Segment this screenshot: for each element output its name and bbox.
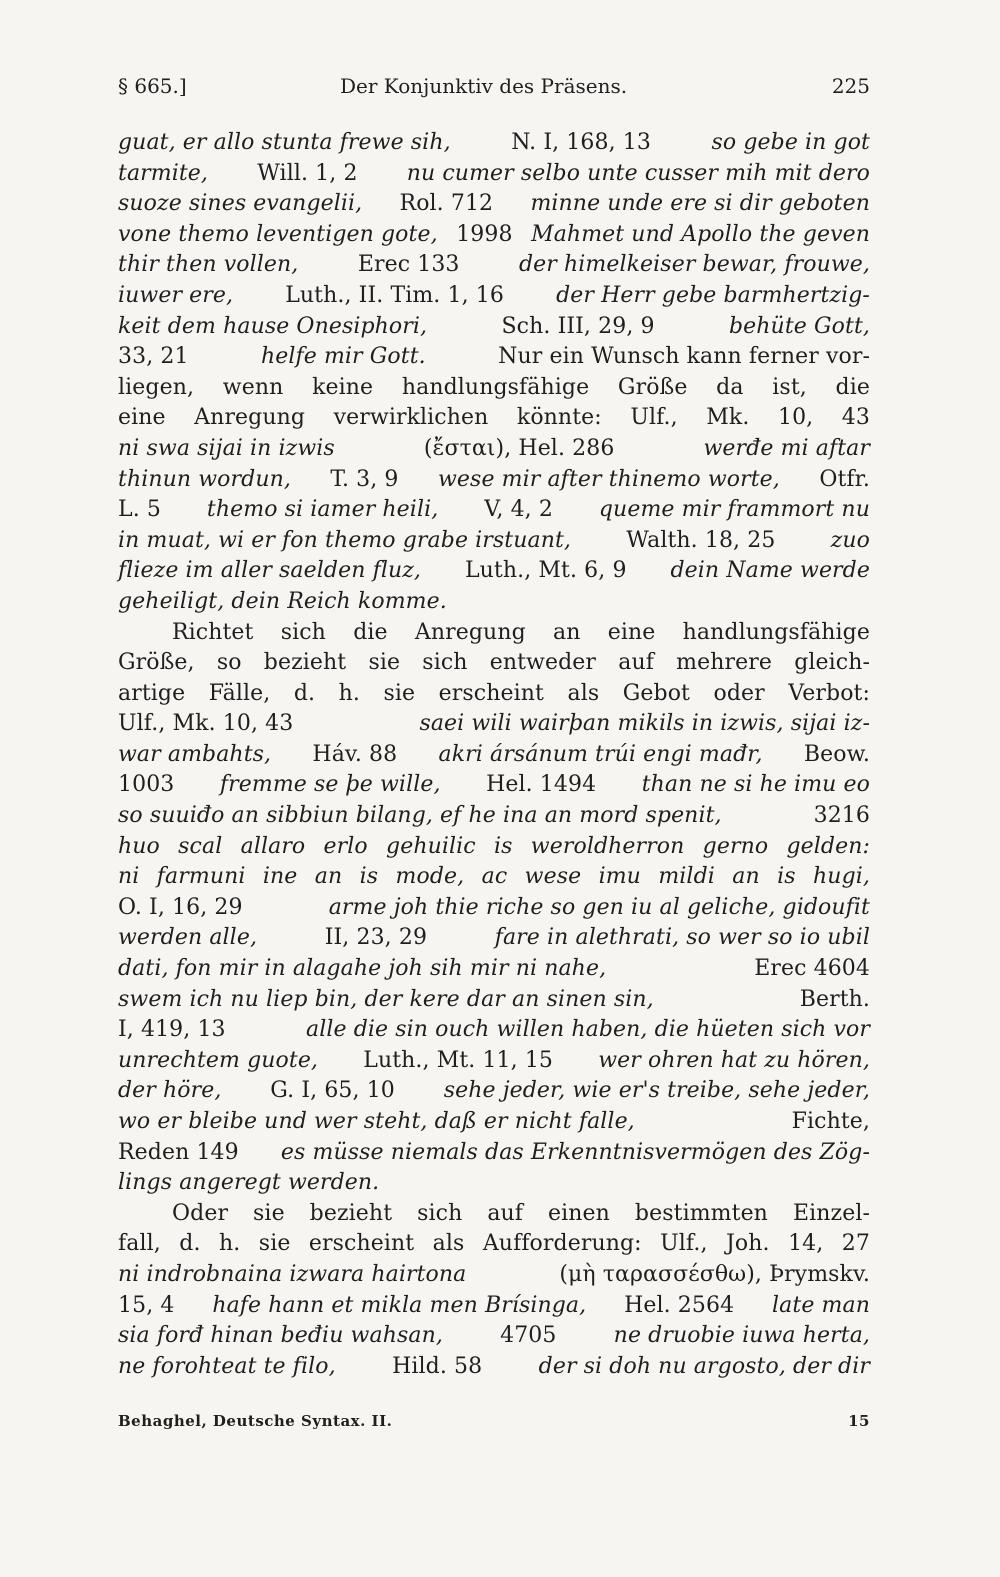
running-text: Luth., Mt. 6, 9 (464, 558, 627, 584)
text-line (118, 770, 870, 801)
running-text: Walth. 18, 25 (626, 527, 776, 553)
text-line (118, 862, 870, 893)
text-line (118, 1291, 870, 1322)
quoted-example: thinun wordun, (118, 466, 291, 492)
running-text: G. I, 65, 10 (270, 1078, 395, 1104)
text-line (118, 587, 870, 618)
text-line (118, 679, 870, 710)
quoted-example: keit dem hause Onesiphori, (118, 313, 428, 339)
text-line (118, 1076, 870, 1107)
text-line (118, 893, 870, 924)
text-line (118, 1321, 870, 1352)
quoted-example: flieze im aller saelden fluz, (118, 558, 422, 584)
running-text: eine Anregung verwirklichen könnte: Ulf., Mk. 10, 43 (118, 405, 870, 431)
running-text: Erec 133 (357, 252, 460, 278)
text-line (118, 801, 870, 832)
quoted-example: tarmite, (118, 160, 209, 186)
running-text: I, 419, 13 (118, 1017, 226, 1043)
running-text: Berth. (799, 986, 870, 1012)
quoted-example: behüte Gott, (728, 313, 870, 339)
footer-signature-mark: 15 (848, 1412, 870, 1430)
running-text: 15, 4 (118, 1292, 175, 1318)
quoted-example: alle die sin ouch willen haben, die hüeten sich vor (306, 1017, 870, 1043)
running-text: V, 4, 2 (484, 497, 553, 523)
quoted-example: late man (772, 1292, 870, 1318)
running-text: Hel. 1494 (486, 772, 597, 798)
quoted-example: geheiligt, dein Reich komme. (118, 588, 447, 614)
text-line (118, 1229, 870, 1260)
quoted-example: arme joh thie riche so gen iu al geliche, gidoufit (328, 894, 870, 920)
text-line (118, 1107, 870, 1138)
text-line (118, 159, 870, 190)
quoted-example: huo scal allaro erlo gehuilic is weroldherron gerno gelden: (118, 833, 870, 859)
quoted-example: der höre, (118, 1078, 222, 1104)
running-text: Rol. 712 (399, 191, 494, 217)
running-text: Oder sie bezieht sich auf einen bestimmten Einzel- (172, 1200, 870, 1226)
text-line (118, 403, 870, 434)
quoted-example: saei wili wairþan mikils in izwis, sijai iz- (419, 711, 870, 737)
running-text: O. I, 16, 29 (118, 894, 243, 920)
running-title: Der Konjunktiv des Präsens. (340, 74, 628, 98)
text-line (118, 618, 870, 649)
text-line (118, 189, 870, 220)
quoted-example: der si doh nu argosto, der dir (538, 1353, 870, 1379)
text-line (118, 495, 870, 526)
quoted-example: sia forđ hinan beđiu wahsan, (118, 1323, 443, 1349)
running-text: (ἔσται), Hel. 286 (423, 435, 615, 461)
text-line (118, 250, 870, 281)
running-text: liegen, wenn keine handlungsfähige Größe da ist, die (118, 374, 870, 400)
text-line (118, 373, 870, 404)
quoted-example: guat, er allo stunta frewe sih, (118, 130, 451, 155)
running-text: 3216 (813, 803, 870, 829)
quoted-example: Mahmet und Apollo the geven (531, 221, 870, 247)
quoted-example: ni indrobnaina izwara hairtona (118, 1261, 467, 1287)
text-line (118, 342, 870, 373)
text-line (118, 556, 870, 587)
quoted-example: lings angeregt werden. (118, 1170, 380, 1196)
quoted-example: dein Name werde (670, 558, 870, 584)
text-line (118, 985, 870, 1016)
running-header (118, 74, 870, 108)
quoted-example: werden alle, (118, 925, 258, 951)
running-text: 4705 (500, 1323, 557, 1349)
quoted-example: der himelkeiser bewar, frouwe, (518, 252, 870, 278)
running-text: Háv. 88 (312, 741, 398, 767)
text-line (118, 1199, 870, 1230)
running-text: 1003 (118, 772, 175, 798)
text-line (118, 1138, 870, 1169)
quoted-example: ne forohteat te filo, (118, 1353, 336, 1379)
body-text (118, 128, 870, 1382)
page-footer (118, 1412, 870, 1438)
quoted-example: helfe mir Gott. (260, 344, 426, 370)
quoted-example: so suuiđo an sibbiun bilang, ef he ina an mord spenit, (118, 803, 722, 829)
running-text: Nur ein Wunsch kann ferner vor- (498, 344, 870, 370)
quoted-example: werđe mi aftar (703, 435, 870, 461)
quoted-example: wer ohren hat zu hören, (598, 1047, 870, 1073)
text-line (118, 1352, 870, 1383)
running-text: Ulf., Mk. 10, 43 (118, 711, 294, 737)
quoted-example: suoze sines evangelii, (118, 191, 363, 217)
text-line (118, 954, 870, 985)
text-line (118, 1015, 870, 1046)
text-line (118, 128, 870, 159)
text-line (118, 740, 870, 771)
quoted-example: akri ársánum trúi engi mađr, (438, 741, 763, 767)
quoted-example: ni farmuni ine an is mode, ac wese imu mildi an is hugi, (118, 864, 870, 890)
quoted-example: wo er bleibe und wer steht, daß er nicht falle, (118, 1109, 635, 1134)
quoted-example: nu cumer selbo unte cusser mih mit dero (406, 160, 870, 186)
running-text: Hild. 58 (392, 1353, 483, 1379)
quoted-example: fremme se þe wille, (219, 772, 441, 798)
quoted-example: vone themo leventigen gote, (118, 221, 438, 247)
quoted-example: hafe hann et mikla men Brísinga, (212, 1292, 587, 1318)
quoted-example: themo si iamer heili, (206, 497, 439, 523)
running-text: Reden 149 (118, 1139, 239, 1165)
running-text: Beow. (803, 741, 870, 767)
running-text: Sch. III, 29, 9 (501, 313, 655, 339)
quoted-example: so gebe in got (711, 130, 870, 155)
text-line (118, 526, 870, 557)
quoted-example: wese mir after thinemo worte, (438, 466, 780, 492)
quoted-example: unrechtem guote, (118, 1047, 319, 1073)
running-text: 33, 21 (118, 344, 189, 370)
running-text: 1998 (456, 221, 513, 247)
text-line (118, 465, 870, 496)
quoted-example: sehe jeder, wie er's treibe, sehe jeder, (443, 1078, 870, 1104)
quoted-example: zuo (830, 527, 870, 553)
text-line (118, 1260, 870, 1291)
quoted-example: iuwer ere, (118, 282, 234, 308)
quoted-example: der Herr gebe barmhertzig- (556, 282, 870, 308)
running-text: Luth., Mt. 11, 15 (363, 1047, 554, 1073)
quoted-example: es müsse niemals das Erkenntnisvermögen des Zög- (280, 1139, 870, 1165)
quoted-example: minne unde ere si dir geboten (530, 191, 870, 217)
quoted-example: in muat, wi er fon themo grabe irstuant, (118, 527, 572, 553)
quoted-example: than ne si he imu eo (641, 772, 870, 798)
running-text: L. 5 (118, 497, 161, 523)
text-line (118, 312, 870, 343)
text-line (118, 648, 870, 679)
section-reference: § 665.] (118, 74, 187, 98)
running-text: (μὴ ταρασσέσθω), Þrymskv. (559, 1261, 870, 1287)
running-text: Will. 1, 2 (257, 160, 358, 186)
quoted-example: fare in alethrati, so wer so io ubil (494, 925, 870, 951)
quoted-example: queme mir frammort nu (598, 497, 870, 523)
text-line (118, 434, 870, 465)
text-line (118, 709, 870, 740)
running-text: fall, d. h. sie erscheint als Aufforderung: Ulf., Joh. 14, 27 (118, 1231, 870, 1257)
running-text: Otfr. (819, 466, 870, 492)
running-text: artige Fälle, d. h. sie erscheint als Gebot oder Verbot: (118, 680, 870, 706)
quoted-example: war ambahts, (118, 741, 272, 767)
quoted-example: thir then vollen, (118, 252, 299, 278)
text-line (118, 923, 870, 954)
running-text: N. I, 168, 13 (511, 130, 651, 155)
running-text: Hel. 2564 (624, 1292, 735, 1318)
running-text: Richtet sich die Anregung an eine handlungsfähige (172, 619, 870, 645)
running-text: Luth., II. Tim. 1, 16 (285, 282, 504, 308)
running-text: Größe, so bezieht sie sich entweder auf mehrere gleich- (118, 650, 870, 676)
quoted-example: swem ich nu liep bin, der kere dar an sinen sin, (118, 986, 654, 1012)
text-line (118, 220, 870, 251)
quoted-example: ne druobie iuwa herta, (613, 1323, 870, 1349)
quoted-example: ni swa sijai in izwis (118, 435, 335, 461)
running-text: II, 23, 29 (324, 925, 428, 951)
footer-signature: Behaghel, Deutsche Syntax. II. (118, 1412, 393, 1430)
text-line (118, 832, 870, 863)
text-line (118, 1168, 870, 1199)
running-text: Erec 4604 (754, 956, 870, 982)
quoted-example: dati, fon mir in alagahe joh sih mir ni nahe, (118, 956, 607, 982)
text-line (118, 1046, 870, 1077)
page-number: 225 (831, 74, 870, 98)
running-text: T. 3, 9 (330, 466, 399, 492)
running-text: Fichte, (791, 1109, 870, 1134)
text-line (118, 281, 870, 312)
